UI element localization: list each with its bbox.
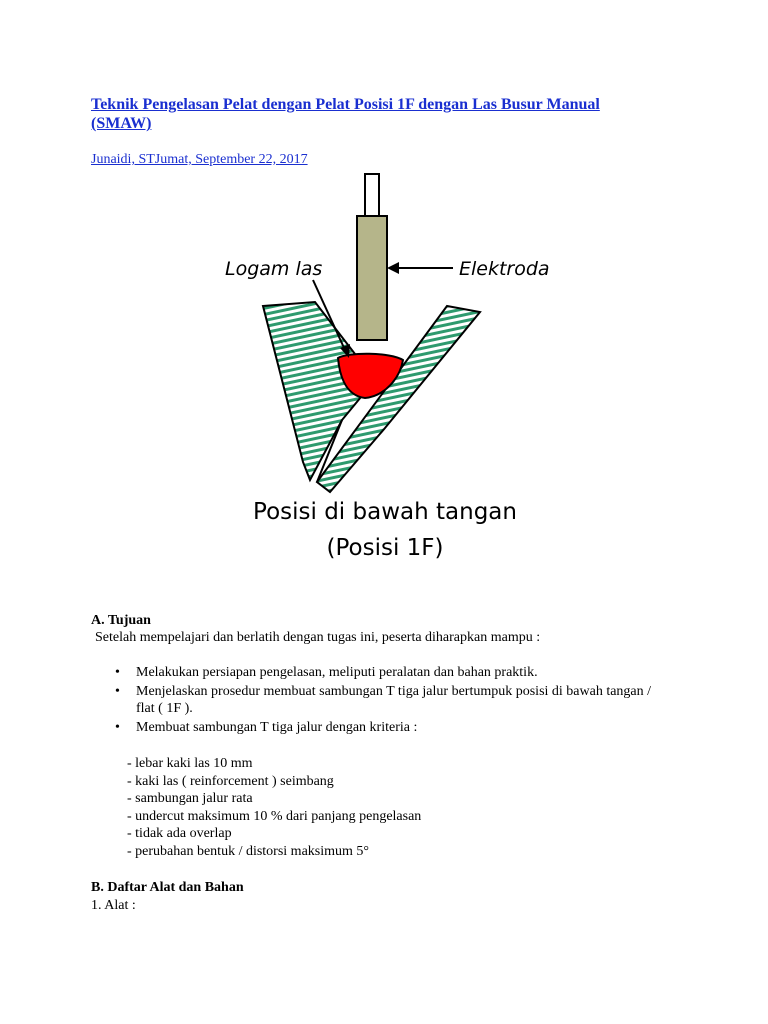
list-item <box>91 719 671 736</box>
criteria-item: - sambungan jalur rata <box>127 791 253 807</box>
list-item <box>91 683 671 717</box>
figure-caption-line1: Posisi di bawah tangan <box>253 499 517 525</box>
list-item-text: Menjelaskan prosedur membuat sambungan T tiga jalur bertumpuk posisi di bawah tangan / flat ( 1F ). <box>136 684 652 716</box>
criteria-item: - perubahan bentuk / distorsi maksimum 5° <box>127 843 370 859</box>
label-logam-las: Logam las <box>225 258 323 280</box>
electrode-rod <box>357 216 387 340</box>
figure-caption-line2: (Posisi 1F) <box>326 535 444 561</box>
section-b-item-alat: 1. Alat : <box>91 898 136 913</box>
criteria-item: - lebar kaki las 10 mm <box>127 756 253 771</box>
criteria-item: - kaki las ( reinforcement ) seimbang <box>127 773 334 789</box>
article-title-link[interactable]: Teknik Pengelasan Pelat dengan Pelat Posisi 1F dengan Las Busur Manual (SMAW) <box>91 96 600 132</box>
criteria-item: - tidak ada overlap <box>127 826 232 842</box>
welding-position-figure <box>215 170 555 570</box>
electrode-arrowhead <box>387 262 399 274</box>
list-item <box>91 664 671 681</box>
bullet-icon: • <box>115 684 120 699</box>
welding-diagram <box>215 170 555 570</box>
list-item-text: Melakukan persiapan pengelasan, meliputi peralatan dan bahan praktik. <box>136 665 538 680</box>
label-elektroda: Elektroda <box>459 258 550 280</box>
bullet-icon: • <box>115 665 120 680</box>
objectives-list <box>91 664 671 738</box>
electrode-holder <box>365 174 379 218</box>
section-a-intro: Setelah mempelajari dan berlatih dengan tugas ini, peserta diharapkan mampu : <box>95 630 541 645</box>
section-a-heading: A. Tujuan <box>91 613 151 628</box>
list-item-text: Membuat sambungan T tiga jalur dengan kriteria : <box>136 720 418 735</box>
section-b-heading: B. Daftar Alat dan Bahan <box>91 880 244 895</box>
author-date-link[interactable]: Junaidi, STJumat, September 22, 2017 <box>91 152 308 167</box>
criteria-list <box>127 755 421 861</box>
criteria-item: - undercut maksimum 10 % dari panjang pengelasan <box>127 808 422 824</box>
bullet-icon: • <box>115 720 120 735</box>
